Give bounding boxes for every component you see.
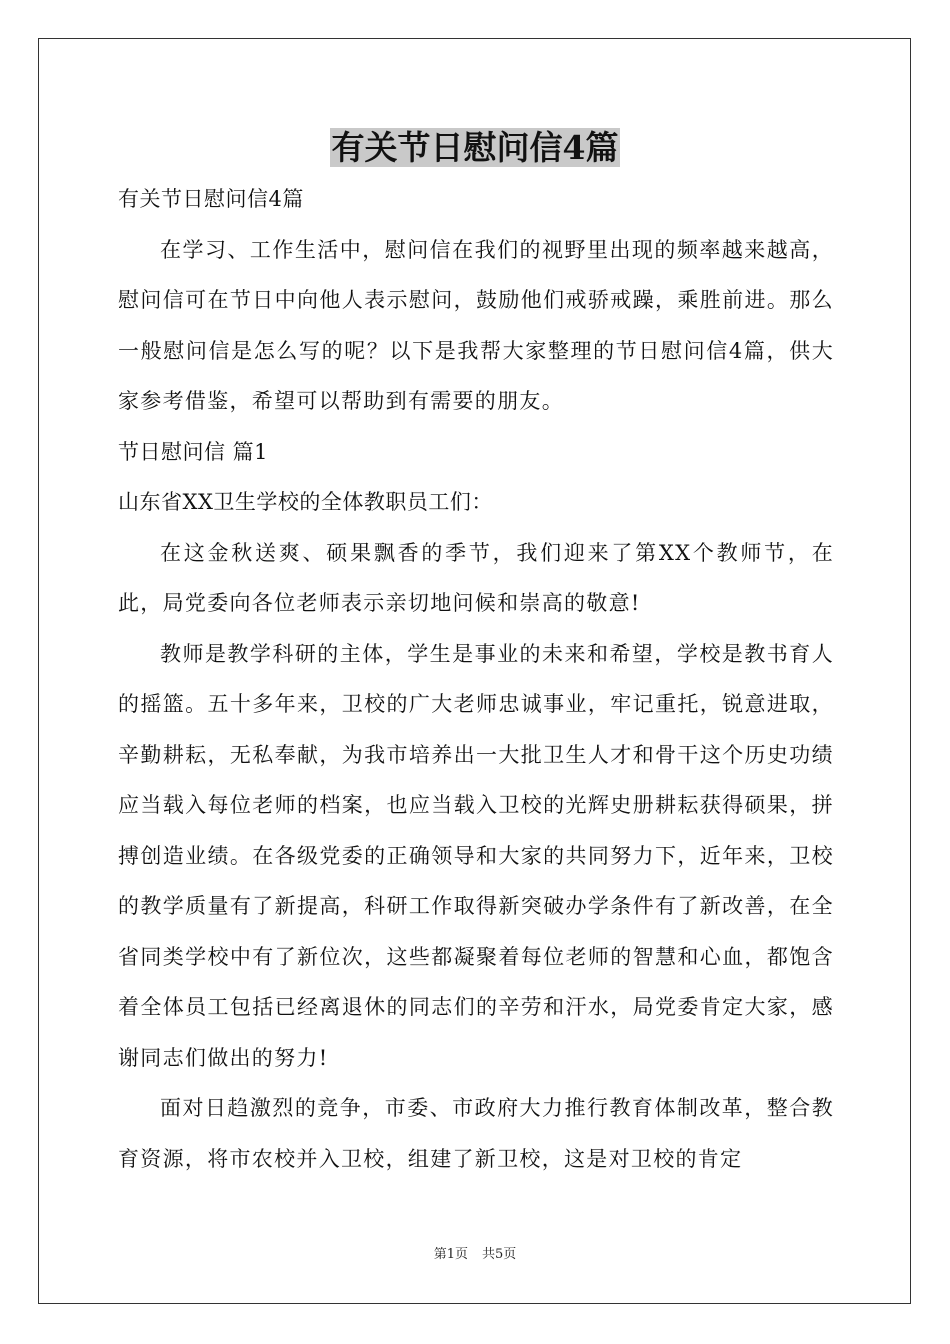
document-title [0,124,950,172]
body-paragraph: 面对日趋激烈的竞争，市委、市政府大力推行教育体制改革，整合教育资源，将市农校并入卫校，组建了新卫校，这是对卫校的肯定 [118,1096,834,1171]
document-subtitle: 有关节日慰问信4篇 [118,187,304,211]
document-body [118,174,834,1184]
section-heading: 节日慰问信 篇1 [118,439,269,464]
page-total: 共5页 [482,1247,517,1262]
salutation: 山东省XX卫生学校的全体教职员工们： [118,490,493,514]
body-paragraph: 教师是教学科研的主体，学生是事业的未来和希望，学校是教书育人的摇篮。五十多年来，卫校的广大老师忠诚事业，牢记重托，锐意进取，辛勤耕耘，无私奉献，为我市培养出一大批卫生人才和骨干这个历史功绩应当载入每位老师的档案，也应当载入卫校的光辉史册耕耘获得硕果，拼搏创造业绩。在各级党委的正确领导和大家的共同努力下，近年来，卫校的教学质量有了新提高，科研工作取得新突破办学条件有了新改善，在全省同类学校中有了新位次，这些都凝聚着每位老师的智慧和心血，都饱含着全体员工包括已经离退休的同志们的辛劳和汗水，局党委肯定大家，感谢同志们做出的努力! [118,641,834,1070]
intro-paragraph: 在学习、工作生活中，慰问信在我们的视野里出现的频率越来越高，慰问信可在节日中向他人表示慰问，鼓励他们戒骄戒躁，乘胜前进。那么一般慰问信是怎么写的呢？以下是我帮大家整理的节日慰问信4篇，供大家参考借鉴，希望可以帮助到有需要的朋友。 [118,237,834,413]
document-title-text: 有关节日慰问信4篇 [331,128,619,167]
page-footer [0,1246,950,1264]
page-number: 第1页 [433,1247,468,1262]
body-paragraph: 在这金秋送爽、硕果飘香的季节，我们迎来了第XX个教师节，在此，局党委向各位老师表示亲切地问候和崇高的敬意! [118,540,834,615]
